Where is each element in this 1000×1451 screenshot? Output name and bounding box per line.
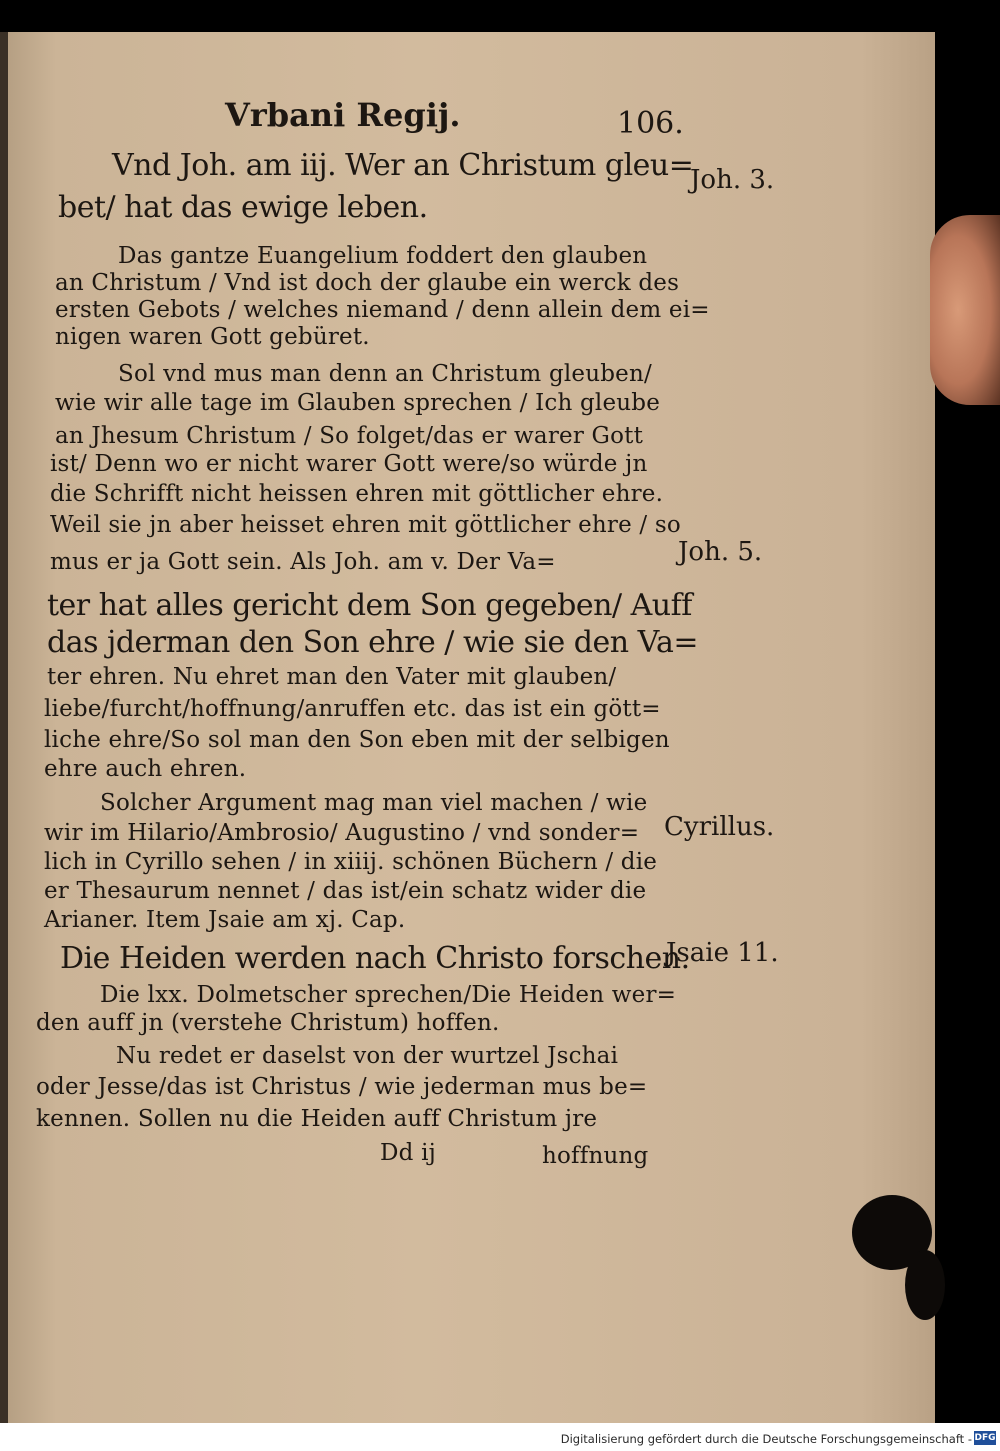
text-line: Die lxx. Dolmetscher sprechen/Die Heiden wer= (100, 982, 677, 1008)
text-line: ter ehren. Nu ehret man den Vater mit glauben/ (47, 664, 617, 690)
text-line: oder Jesse/das ist Christus / wie jederman mus be= (36, 1074, 648, 1100)
text-line: ersten Gebots / welches niemand / denn allein dem ei= (55, 297, 710, 323)
text-line: wie wir alle tage im Glauben sprechen / Ich gleube (55, 390, 661, 416)
text-line: Arianer. Item Jsaie am xj. Cap. (44, 907, 406, 933)
text-line: mus er ja Gott sein. Als Joh. am v. Der Va= (50, 549, 556, 575)
text-line: die Schrifft nicht heissen ehren mit göttlicher ehre. (50, 481, 664, 507)
signature-mark: Dd ij (380, 1140, 436, 1166)
margin-note: Jsaie 11. (666, 938, 779, 968)
text-line: lich in Cyrillo sehen / in xiiij. schönen Büchern / die (44, 849, 658, 875)
text-line: Das gantze Euangelium foddert den glauben (118, 243, 648, 269)
folio-number: 106. (617, 106, 684, 141)
text-line: liebe/furcht/hoffnung/anruffen etc. das ist ein gött= (44, 696, 661, 722)
funding-credit: Digitalisierung gefördert durch die Deutsche Forschungsgemeinschaft - (560, 1432, 972, 1446)
text-line: das jderman den Son ehre / wie sie den Va= (47, 625, 699, 660)
text-line: Weil sie jn aber heisset ehren mit göttlicher ehre / so (50, 512, 681, 538)
margin-note: Cyrillus. (664, 812, 775, 842)
text-line: nigen waren Gott gebüret. (55, 324, 370, 350)
text-line: kennen. Sollen nu die Heiden auff Christum jre (36, 1106, 598, 1132)
text-line: bet/ hat das ewige leben. (58, 190, 428, 225)
catchword: hoffnung (542, 1143, 649, 1169)
text-line: Die Heiden werden nach Christo forschen. (60, 941, 690, 976)
dfg-logo: DFG (974, 1433, 996, 1443)
text-line: den auff jn (verstehe Christum) hoffen. (36, 1010, 500, 1036)
holding-thumb (930, 215, 1000, 405)
text-line: Sol vnd mus man denn an Christum gleuben/ (118, 361, 652, 387)
text-line: wir im Hilario/Ambrosio/ Augustino / vnd sonder= (44, 820, 640, 846)
binding-spine (0, 32, 8, 1423)
margin-note: Joh. 5. (678, 537, 763, 567)
text-line: an Jhesum Christum / So folget/das er warer Gott (55, 423, 644, 449)
text-line: Solcher Argument mag man viel machen / wie (100, 790, 648, 816)
text-line: Nu redet er daselst von der wurtzel Jschai (116, 1043, 619, 1069)
text-line: ehre auch ehren. (44, 756, 247, 782)
text-line: an Christum / Vnd ist doch der glaube ein werck des (55, 270, 680, 296)
text-line: ist/ Denn wo er nicht warer Gott were/so würde jn (50, 451, 648, 477)
text-line: Vnd Joh. am iij. Wer an Christum gleu= (112, 148, 694, 183)
text-line: liche ehre/So sol man den Son eben mit der selbigen (44, 727, 670, 753)
ink-stain (905, 1250, 945, 1320)
text-line: ter hat alles gericht dem Son gegeben/ Auff (47, 588, 692, 623)
running-head: Vrbani Regij. (225, 96, 461, 134)
margin-note: Joh. 3. (690, 165, 775, 195)
text-line: er Thesaurum nennet / das ist/ein schatz wider die (44, 878, 647, 904)
